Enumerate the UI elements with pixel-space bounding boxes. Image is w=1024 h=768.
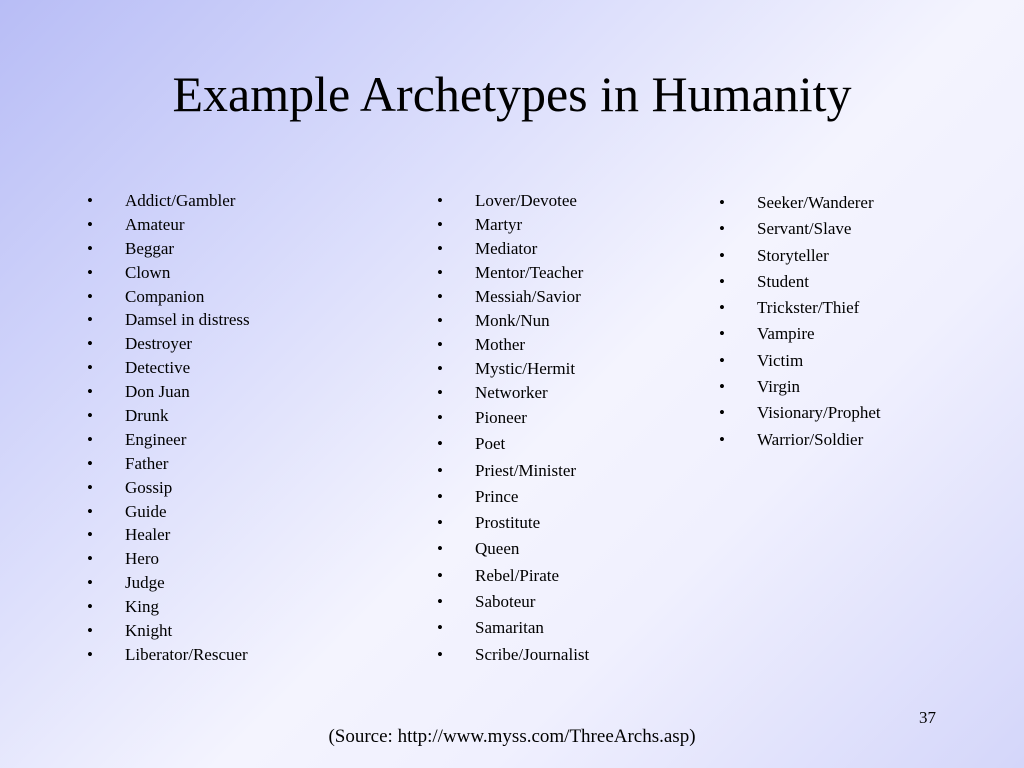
bullet-icon: •: [87, 644, 93, 664]
list-item: [87, 213, 250, 237]
list-item-label: Poet: [475, 434, 506, 454]
list-item: [719, 348, 881, 374]
list-item-label: Lover/Devotee: [475, 191, 577, 210]
bullet-icon: •: [87, 406, 93, 426]
bullet-icon: •: [87, 429, 93, 449]
bullet-icon: •: [719, 403, 725, 423]
list-item: [719, 295, 881, 321]
list-item: [437, 642, 589, 668]
list-item-label: Queen: [475, 539, 520, 559]
list-item-label: Addict/Gambler: [125, 191, 236, 210]
list-item-label: Knight: [125, 621, 173, 641]
list-item-label: Mother: [475, 335, 526, 354]
page-number: 37: [919, 708, 936, 727]
list-item-label: King: [125, 597, 159, 617]
bullet-icon: •: [87, 525, 93, 545]
list-item-label: Samaritan: [475, 618, 544, 638]
bullet-icon: •: [87, 238, 93, 258]
bullet-icon: •: [719, 245, 725, 265]
list-item: [87, 308, 250, 332]
list-item: [719, 269, 881, 295]
list-item-label: Amateur: [125, 214, 185, 234]
list-item: [437, 615, 589, 641]
bullet-icon: •: [87, 214, 93, 234]
bullet-icon: •: [437, 434, 443, 454]
bullet-icon: •: [87, 477, 93, 497]
list-item: [87, 332, 250, 356]
bullet-icon: •: [719, 429, 725, 449]
list-item-label: Vampire: [757, 324, 815, 344]
bullet-icon: •: [437, 215, 443, 234]
list-item: [437, 589, 589, 615]
list-item-label: Prince: [475, 486, 519, 506]
list-item: [87, 476, 250, 500]
list-item-label: Guide: [125, 501, 167, 521]
list-item: [437, 213, 589, 237]
list-item-label: Healer: [125, 525, 171, 545]
list-item: [437, 405, 589, 431]
bullet-icon: •: [437, 383, 443, 402]
list-item: [437, 510, 589, 536]
list-item-label: Mystic/Hermit: [475, 359, 576, 378]
list-item: [437, 484, 589, 510]
bullet-icon: •: [87, 334, 93, 354]
list-item-label: Gossip: [125, 477, 173, 497]
list-item-label: Monk/Nun: [475, 311, 550, 330]
list-item-label: Hero: [125, 549, 159, 569]
list-item: [437, 563, 589, 589]
list-item: [87, 571, 250, 595]
list-item: [719, 427, 881, 453]
slide-title: Example Archetypes in Humanity: [172, 66, 852, 122]
list-item: [437, 458, 589, 484]
list-item-label: Scribe/Journalist: [475, 644, 590, 664]
list-item: [719, 243, 881, 269]
bullet-icon: •: [87, 262, 93, 282]
list-item: [87, 619, 250, 643]
bullet-icon: •: [87, 573, 93, 593]
list-item: [87, 261, 250, 285]
bullet-icon: •: [437, 592, 443, 612]
list-item: [719, 321, 881, 347]
bullet-icon: •: [437, 565, 443, 585]
list-item: [87, 237, 250, 261]
list-item-label: Visionary/Prophet: [757, 403, 881, 423]
list-item: [719, 374, 881, 400]
bullet-icon: •: [87, 621, 93, 641]
source-citation: (Source: http://www.myss.com/ThreeArchs.asp): [328, 726, 696, 747]
list-item-label: Mediator: [475, 239, 538, 258]
list-item-label: Judge: [125, 573, 165, 593]
bullet-icon: •: [437, 486, 443, 506]
list-item: [87, 189, 250, 213]
list-item-label: Martyr: [475, 215, 523, 234]
list-item: [437, 189, 589, 213]
bullet-icon: •: [437, 287, 443, 306]
list-item: [87, 500, 250, 524]
list-item: [719, 400, 881, 426]
bullet-icon: •: [87, 549, 93, 569]
list-item-label: Liberator/Rescuer: [125, 644, 248, 664]
list-item-label: Rebel/Pirate: [475, 565, 560, 585]
list-item-label: Father: [125, 453, 169, 473]
bullet-icon: •: [437, 618, 443, 638]
list-item-label: Don Juan: [125, 382, 190, 402]
bullet-icon: •: [437, 359, 443, 378]
list-item: [437, 261, 589, 285]
list-item-label: Saboteur: [475, 592, 536, 612]
list-item-label: Beggar: [125, 238, 175, 258]
bullet-icon: •: [437, 539, 443, 559]
list-item: [437, 381, 589, 405]
bullet-icon: •: [437, 513, 443, 533]
list-item: [87, 547, 250, 571]
list-item: [87, 428, 250, 452]
list-item-label: Engineer: [125, 429, 187, 449]
bullet-icon: •: [719, 324, 725, 344]
list-item-label: Detective: [125, 358, 191, 378]
bullet-icon: •: [437, 263, 443, 282]
archetype-list-column-3: [719, 190, 881, 453]
bullet-icon: •: [719, 298, 725, 318]
list-item: [437, 333, 589, 357]
list-item: [437, 309, 589, 333]
list-item: [87, 643, 250, 667]
bullet-icon: •: [719, 193, 725, 212]
list-item: [719, 216, 881, 242]
list-item: [719, 190, 881, 216]
list-item-label: Victim: [757, 350, 804, 370]
list-item-label: Messiah/Savior: [475, 287, 581, 306]
list-item: [437, 536, 589, 562]
bullet-icon: •: [87, 286, 93, 306]
list-item-label: Drunk: [125, 406, 169, 426]
list-item-label: Trickster/Thief: [757, 298, 860, 318]
bullet-icon: •: [437, 335, 443, 354]
list-item: [87, 285, 250, 309]
list-item-label: Virgin: [757, 377, 801, 397]
bullet-icon: •: [437, 644, 443, 664]
list-item-label: Servant/Slave: [757, 219, 852, 239]
list-item-label: Student: [757, 271, 809, 291]
list-item: [87, 595, 250, 619]
list-item-label: Networker: [475, 383, 548, 402]
archetype-list-column-1: [87, 189, 250, 667]
list-item: [87, 452, 250, 476]
bullet-icon: •: [87, 382, 93, 402]
bullet-icon: •: [719, 377, 725, 397]
list-item-label: Pioneer: [475, 408, 527, 427]
bullet-icon: •: [437, 408, 443, 427]
list-item: [437, 431, 589, 457]
list-item-label: Seeker/Wanderer: [757, 193, 874, 212]
list-item: [87, 523, 250, 547]
list-item: [87, 380, 250, 404]
bullet-icon: •: [437, 239, 443, 258]
bullet-icon: •: [719, 350, 725, 370]
list-item-label: Clown: [125, 262, 171, 282]
archetype-list-column-2: [437, 189, 589, 668]
list-item-label: Storyteller: [757, 245, 829, 265]
bullet-icon: •: [87, 501, 93, 521]
list-item-label: Warrior/Soldier: [757, 429, 864, 449]
list-item: [437, 357, 589, 381]
list-item: [437, 285, 589, 309]
list-item-label: Priest/Minister: [475, 460, 577, 480]
bullet-icon: •: [719, 219, 725, 239]
bullet-icon: •: [437, 191, 443, 210]
list-item: [437, 237, 589, 261]
bullet-icon: •: [437, 460, 443, 480]
bullet-icon: •: [87, 191, 93, 210]
list-item-label: Prostitute: [475, 513, 541, 533]
bullet-icon: •: [87, 453, 93, 473]
list-item-label: Companion: [125, 286, 205, 306]
list-item: [87, 356, 250, 380]
bullet-icon: •: [87, 310, 93, 330]
bullet-icon: •: [87, 597, 93, 617]
list-item: [87, 404, 250, 428]
bullet-icon: •: [719, 271, 725, 291]
list-item-label: Mentor/Teacher: [475, 263, 584, 282]
list-item-label: Destroyer: [125, 334, 193, 354]
bullet-icon: •: [87, 358, 93, 378]
list-item-label: Damsel in distress: [125, 310, 250, 330]
bullet-icon: •: [437, 311, 443, 330]
